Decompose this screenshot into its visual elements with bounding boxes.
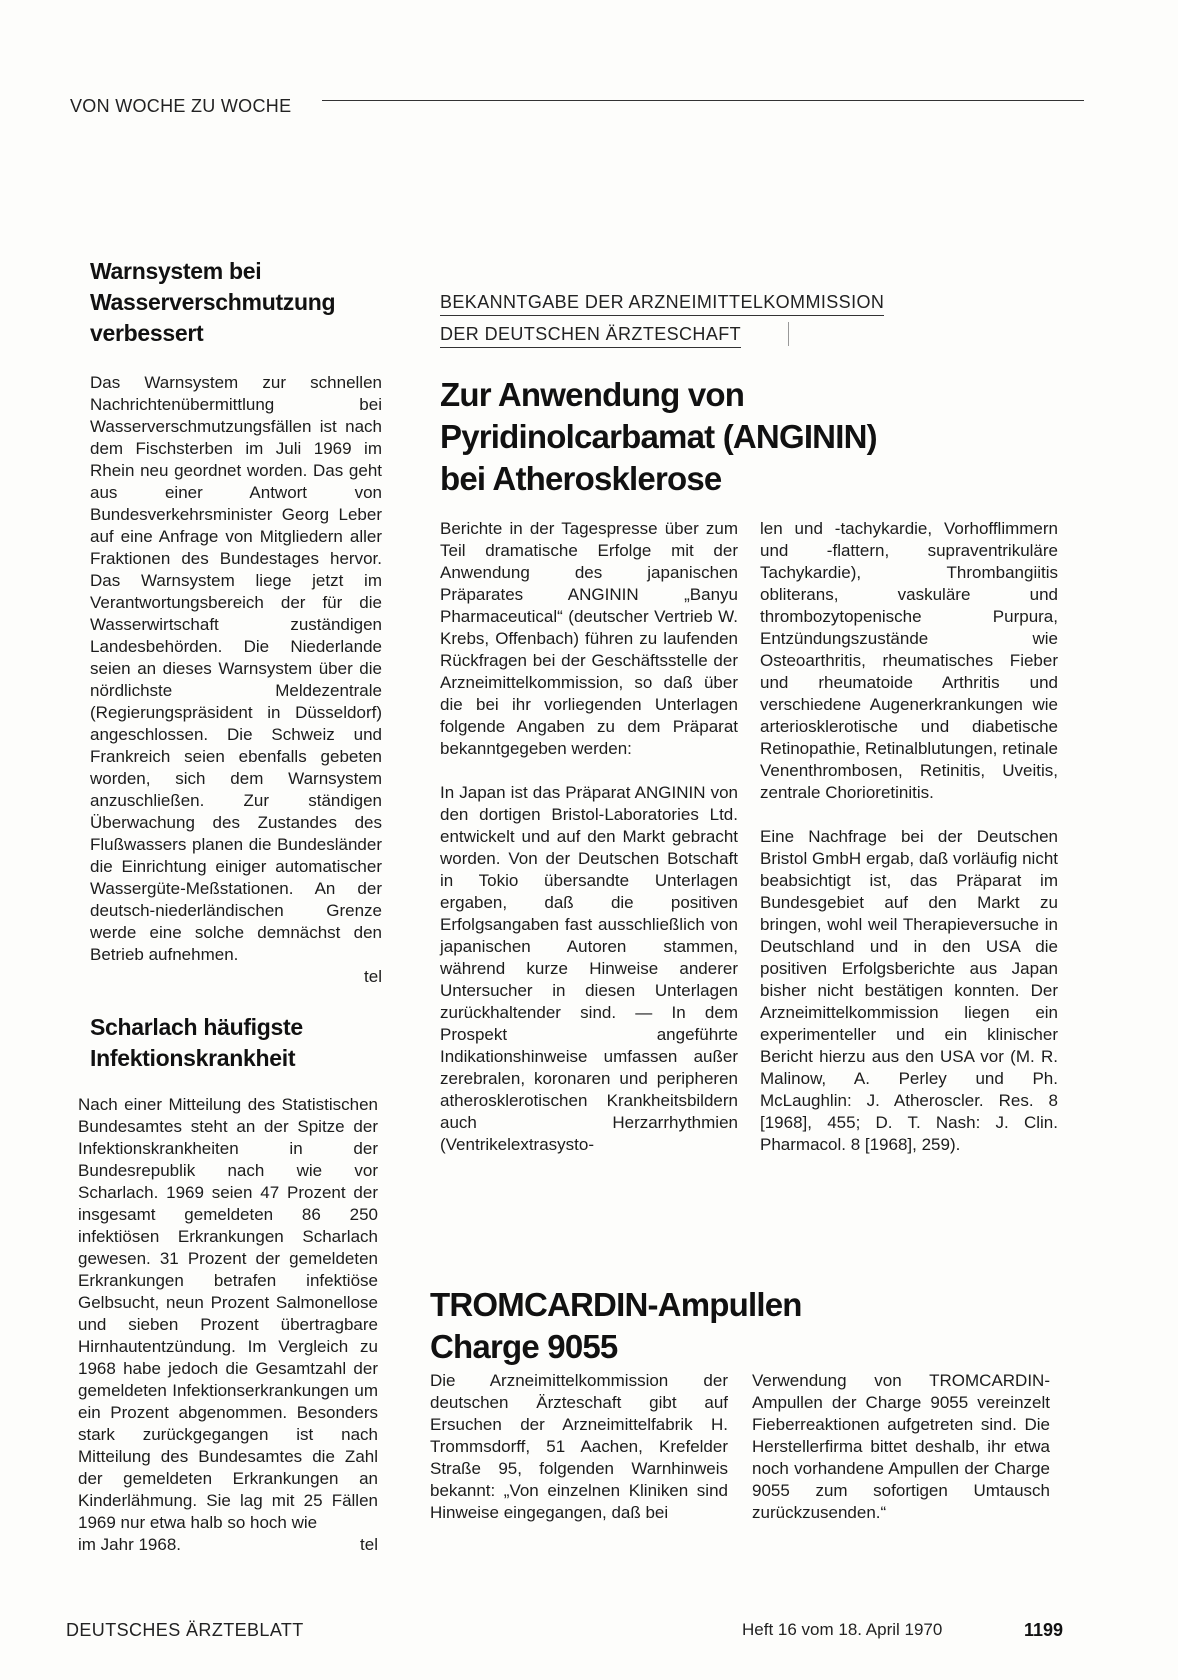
article-anginin-col1-p2: In Japan ist das Präparat ANGININ von den dortigen Bristol-Laboratories Ltd. entwickelt und auf den Markt gebracht worden. Von der Deutschen Botschaft in Tokio übersandte Unterlagen ergaben, daß die positiven Erfolgsangaben fast ausschließlich von japanischen Autoren stammen, während kurze Hinweise anderer Untersucher in diesen Unterlagen zurückhaltender sind. — In dem Prospekt angeführte Indikationshinweise umfassen außer zerebralen, koronaren und peripheren atherosklerotischen Krankheitsbildern auch Herzarrhythmien (Ventrikelextrasysto- [440,783,738,1154]
article-anginin-kicker [440,286,1000,350]
article-warnsystem-text: Das Warnsystem zur schnellen Nachrichtenübermittlung bei Wasserverschmutzungsfällen ist nach dem Fischsterben im Juli 1969 im Rhein neu geordnet worden. Das geht aus einer Antwort von Bundesverkehrsminister Georg Leber auf eine Anfrage von Mitgliedern aller Fraktionen des Bundestages hervor. Das Warnsystem liege jetzt im Verantwortungsbereich der für die Wasserwirtschaft zuständigen Landesbehörden. Die Niederlande seien an dieses Warnsystem über die nördlichste Meldezentrale (Regierungspräsident in Düsseldorf) angeschlossen. Die Schweiz und Frankreich seien ebenfalls gebeten worden, sich dem Warnsystem anzuschließen. Zur ständigen Überwachung des Zustandes des Flußwassers planen die Bundesländer die Einrichtung einiger automatischer Wassergüte-Meßstationen. An der deutsch-niederländischen Grenze werde eine solche demnächst den Betrieb aufnehmen. [90,373,382,964]
article-scharlach-text: Nach einer Mitteilung des Statistischen Bundesamtes steht an der Spitze der Infektionskrankheiten in der Bundesrepublik nach wie vor Scharlach. 1969 seien 47 Prozent der insgesamt gemeldeten 86 250 infektiösen Erkrankungen Scharlach gewesen. 31 Prozent der gemeldeten Erkrankungen betrafen infektiöse Gelbsucht, neun Prozent Salmonellose und sieben Prozent übertragbare Hirnhautentzündung. Im Vergleich zu 1968 habe jedoch die Gesamtzahl der gemeldeten Infektionserkrankungen um ein Prozent abgenommen. Besonders stark zurückgegangen ist nach Mitteilung des Bundesamtes die Zahl der gemeldeten Erkrankungen an Kinderlähmung. Sie lag mit 25 Fällen 1969 nur etwa halb so hoch wie [78,1095,378,1532]
article-tromcardin-col1-text: Die Arzneimittelkommission der deutschen Ärzteschaft gibt auf Ersuchen der Arzneimittelfabrik H. Trommsdorff, 51 Aachen, Krefelder Straße 95, folgenden Warnhinweis bekannt: „Von einzelnen Kliniken sind Hinweise eingegangen, daß bei [430,1371,728,1522]
article-tromcardin-col2 [752,1370,1050,1524]
article-anginin-col2-p1: len und -tachykardie, Vorhofflimmern und -flattern, supraventrikuläre Tachykardie), Thrombangiitis obliterans, vaskuläre und thrombozytopenische Purpura, Entzündungszustände wie Osteoarthritis, rheumatisches Fieber und rheumatoide Arthritis und verschiedene Augenerkrankungen wie arteriosklerotische und diabetische Retinopathie, Retinalblutungen, retinale Venenthrombosen, Retinitis, Uveitis, zentrale Chorioretinitis. [760,519,1058,802]
footer-journal: DEUTSCHES ÄRZTEBLATT [66,1620,304,1640]
article-warnsystem-body [90,372,382,988]
article-warnsystem-title: Warnsystem bei Wasserverschmutzung verbessert [90,258,336,346]
article-anginin-title: Zur Anwendung von Pyridinolcarbamat (ANGININ) bei Atherosklerose [440,376,877,497]
kicker-line-1: BEKANNTGABE DER ARZNEIMITTELKOMMISSION [440,289,884,316]
article-anginin-col1 [440,518,738,1156]
article-scharlach-author: tel [360,1535,378,1554]
article-anginin-col1-p1: Berichte in der Tagespresse über zum Teil dramatische Erfolge mit der Anwendung des japanischen Präparates ANGININ „Banyu Pharmaceutical“ (deutscher Vertrieb W. Krebs, Offenbach) führen zu laufenden Rückfragen bei der Geschäftsstelle der Arzneimittelkommission, so daß über die bei ihr vorliegenden Unterlagen folgende Angaben zu dem Präparat bekanntgegeben werden: [440,519,738,758]
article-tromcardin-col2-text: Verwendung von TROMCARDIN-Ampullen der Charge 9055 vereinzelt Fieberreaktionen aufgetreten sind. Die Herstellerfirma bittet deshalb, ihr etwa noch vorhandene Ampullen der Charge 9055 zum sofortigen Umtausch zurückzusenden.“ [752,1371,1050,1522]
article-anginin-col2 [760,518,1058,1156]
article-scharlach-body [78,1094,378,1556]
article-tromcardin-col1 [430,1370,728,1524]
kicker-divider [788,322,789,346]
footer-page-number: 1199 [1024,1620,1064,1640]
section-label: VON WOCHE ZU WOCHE [70,96,292,116]
article-warnsystem-signoff [90,966,382,988]
article-scharlach-signoff [78,1534,378,1556]
header-rule [322,100,1084,101]
article-warnsystem-author: tel [364,967,382,986]
article-scharlach-title: Scharlach häufigste Infektionskrankheit [90,1014,303,1071]
kicker-line-2: DER DEUTSCHEN ÄRZTESCHAFT [440,321,741,348]
article-scharlach-signoff-text: im Jahr 1968. [78,1535,181,1554]
article-anginin-col2-p2: Eine Nachfrage bei der Deutschen Bristol GmbH ergab, daß vorläufig nicht beabsichtigt ist, das Präparat im Bundesgebiet auf den Markt zu bringen, wohl weil Therapieversuche in Deutschland und in den USA die positiven Erfolgsberichte aus Japan bisher nicht bestätigen konnten. Der Arzneimittelkommission liegen ein experimenteller und ein klinischer Bericht hierzu aus den USA vor (M. R. Malinow, A. Perley und Ph. McLaughlin: J. Atheroscler. Res. 8 [1968], 455; D. T. Nash: J. Clin. Pharmacol. 8 [1968], 259). [760,827,1058,1154]
article-tromcardin-title: TROMCARDIN-Ampullen Charge 9055 [430,1286,802,1365]
footer-issue: Heft 16 vom 18. April 1970 [742,1620,943,1639]
